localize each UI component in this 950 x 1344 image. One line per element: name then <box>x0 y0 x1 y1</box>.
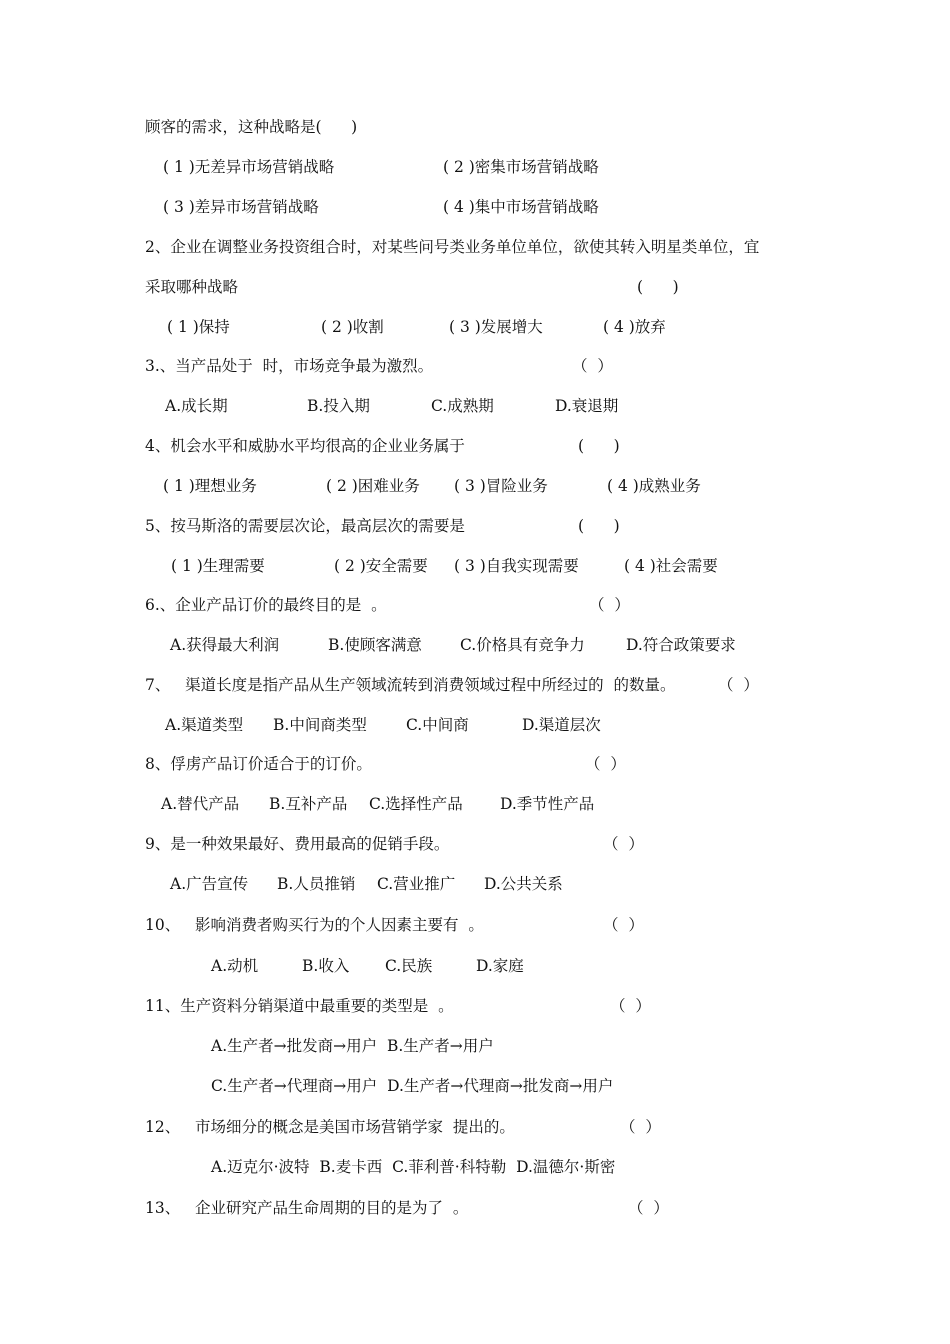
q5-answer-paren: ( ) <box>578 517 620 535</box>
q2-option-2: ( 2 )收割 <box>321 318 384 336</box>
q8-option-d: D.季节性产品 <box>500 795 595 813</box>
q8-option-b: B.互补产品 <box>269 795 348 813</box>
q2-option-3: ( 3 )发展增大 <box>449 318 543 336</box>
q5-option-3: ( 3 )自我实现需要 <box>454 557 579 575</box>
q8-option-a: A.替代产品 <box>161 795 240 813</box>
q7-answer-paren: （ ） <box>718 676 759 694</box>
q9-option-b: B.人员推销 <box>277 875 356 893</box>
q6-option-a: A.获得最大利润 <box>170 636 280 654</box>
q12-answer-paren: （ ） <box>620 1118 661 1136</box>
q5-option-1: ( 1 )生理需要 <box>171 557 265 575</box>
q5-option-2: ( 2 )安全需要 <box>334 557 428 575</box>
q2-stem-line1: 2、企业在调整业务投资组合时，对某些问号类业务单位单位，欲使其转入明星类单位，宜 <box>145 238 760 256</box>
q3-option-a: A.成长期 <box>165 397 228 415</box>
q13-stem: 13、 企业研究产品生命周期的目的是为了 。 <box>145 1199 469 1217</box>
q1-option-2: ( 2 )密集市场营销战略 <box>443 158 599 176</box>
q11-options-ab: A.生产者→批发商→用户 B.生产者→用户 <box>211 1037 494 1055</box>
q9-option-c: C.营业推广 <box>377 875 456 893</box>
q6-answer-paren: （ ） <box>589 596 630 614</box>
q6-option-c: C.价格具有竞争力 <box>460 636 585 654</box>
q8-option-c: C.选择性产品 <box>369 795 463 813</box>
q2-answer-paren: ( ) <box>637 278 679 296</box>
q4-option-2: ( 2 )困难业务 <box>326 477 420 495</box>
q1-option-1: ( 1 )无差异市场营销战略 <box>163 158 335 176</box>
q9-option-d: D.公共关系 <box>484 875 563 893</box>
q3-option-b: B.投入期 <box>307 397 370 415</box>
q12-options: A.迈克尔·波特 B.麦卡西 C.菲利普·科特勒 D.温德尔·斯密 <box>211 1158 616 1176</box>
q3-option-c: C.成熟期 <box>431 397 494 415</box>
q12-stem: 12、 市场细分的概念是美国市场营销学家 提出的。 <box>145 1118 515 1136</box>
q2-option-4: ( 4 )放弃 <box>603 318 666 336</box>
q4-stem: 4、机会水平和威胁水平均很高的企业业务属于 <box>145 437 465 455</box>
q1-option-3: ( 3 )差异市场营销战略 <box>163 198 319 216</box>
q11-answer-paren: （ ） <box>610 997 651 1015</box>
q3-option-d: D.衰退期 <box>555 397 619 415</box>
q13-answer-paren: （ ） <box>628 1199 669 1217</box>
q2-stem-line2: 采取哪种战略 <box>145 278 239 296</box>
q9-stem: 9、是一种效果最好、费用最高的促销手段。 <box>145 835 450 853</box>
q1-option-4: ( 4 )集中市场营销战略 <box>443 198 599 216</box>
q7-option-a: A.渠道类型 <box>165 716 244 734</box>
q3-stem: 3.、当产品处于 时，市场竞争最为激烈。 <box>145 357 434 375</box>
q11-stem: 11、生产资料分销渠道中最重要的类型是 。 <box>145 997 454 1015</box>
q5-stem: 5、按马斯洛的需要层次论，最高层次的需要是 <box>145 517 465 535</box>
q10-option-c: C.民族 <box>385 957 433 975</box>
q7-option-d: D.渠道层次 <box>522 716 601 734</box>
q4-option-4: ( 4 )成熟业务 <box>607 477 701 495</box>
q9-option-a: A.广告宣传 <box>170 875 249 893</box>
q7-stem: 7、 渠道长度是指产品从生产领域流转到消费领域过程中所经过的 的数量。 <box>145 676 676 694</box>
q4-option-1: ( 1 )理想业务 <box>163 477 257 495</box>
q11-options-cd: C.生产者→代理商→用户 D.生产者→代理商→批发商→用户 <box>211 1077 614 1095</box>
q6-option-b: B.使顾客满意 <box>328 636 422 654</box>
q2-option-1: ( 1 )保持 <box>167 318 230 336</box>
q10-stem: 10、 影响消费者购买行为的个人因素主要有 。 <box>145 916 484 934</box>
q10-answer-paren: （ ） <box>603 916 644 934</box>
q9-answer-paren: （ ） <box>603 835 644 853</box>
q8-answer-paren: （ ） <box>585 755 626 773</box>
q10-option-d: D.家庭 <box>476 957 524 975</box>
q6-stem: 6.、企业产品订价的最终目的是 。 <box>145 596 387 614</box>
q4-option-3: ( 3 )冒险业务 <box>454 477 548 495</box>
q7-option-c: C.中间商 <box>406 716 469 734</box>
q8-stem: 8、俘虏产品订价适合于的订价。 <box>145 755 372 773</box>
q10-option-a: A.动机 <box>211 957 259 975</box>
q6-option-d: D.符合政策要求 <box>626 636 736 654</box>
q4-answer-paren: ( ) <box>578 437 620 455</box>
q5-option-4: ( 4 )社会需要 <box>624 557 718 575</box>
q1-stem-continuation: 顾客的需求，这种战略是( ) <box>145 118 358 136</box>
q10-option-b: B.收入 <box>302 957 350 975</box>
q7-option-b: B.中间商类型 <box>273 716 367 734</box>
q3-answer-paren: （ ） <box>572 357 613 375</box>
